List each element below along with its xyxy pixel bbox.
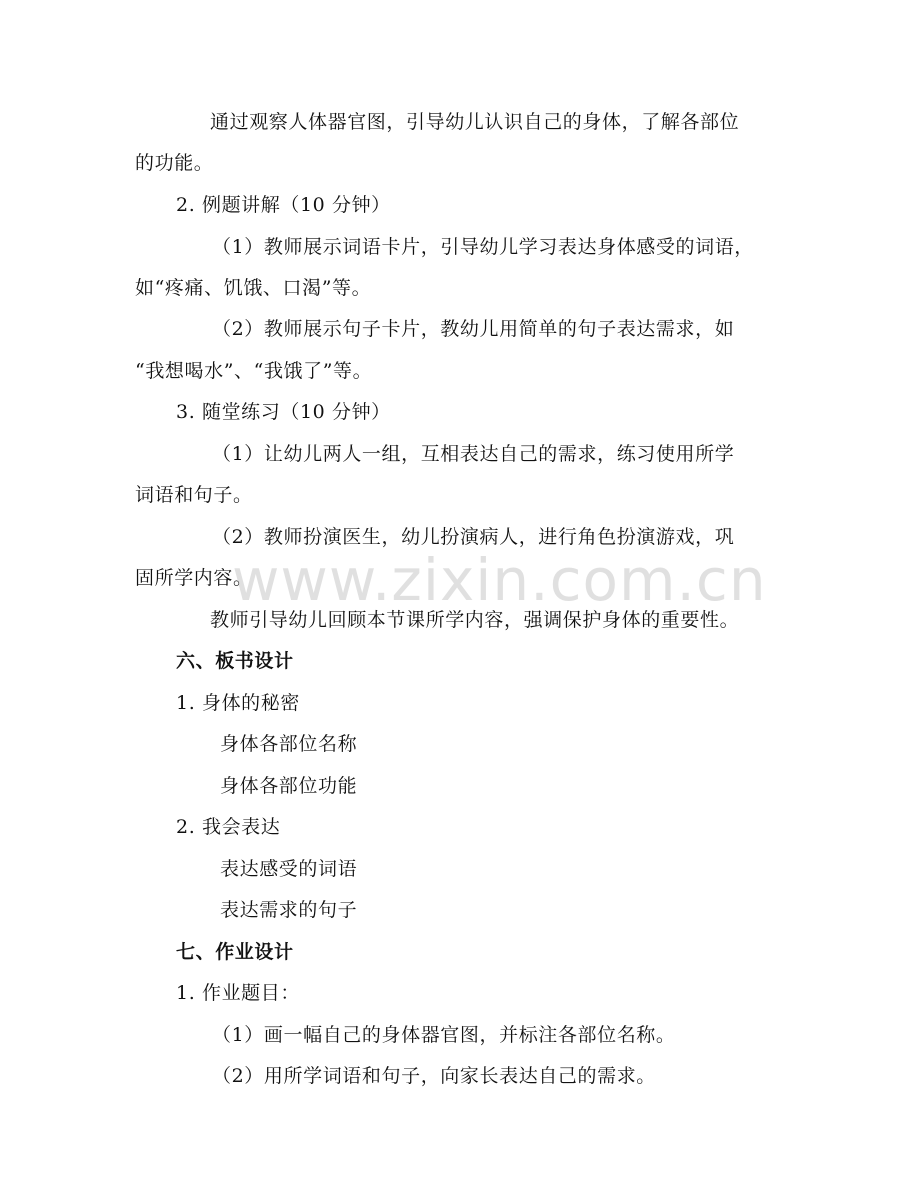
paragraph-line: （1）画一幅自己的身体器官图，并标注各部位名称。 (212, 1024, 676, 1046)
paragraph-line: （1）教师展示词语卡片，引导幼儿学习表达身体感受的词语， (212, 236, 754, 258)
paragraph-line: 固所学内容。 (135, 567, 253, 589)
list-subitem: 身体各部位名称 (220, 733, 358, 755)
list-subitem: 表达感受的词语 (220, 858, 358, 880)
paragraph-line: 通过观察人体器官图，引导幼儿认识自己的身体，了解各部位 (210, 111, 740, 133)
section-heading: 六、板书设计 (176, 650, 294, 672)
list-item-heading: 1. 作业题目： (176, 982, 300, 1004)
list-item-heading: 2. 例题讲解（10 分钟） (176, 194, 391, 216)
section-heading: 七、作业设计 (176, 941, 294, 963)
list-item-heading: 1. 身体的秘密 (176, 692, 300, 714)
paragraph-line: 词语和句子。 (135, 484, 253, 506)
paragraph-line: （2）用所学词语和句子，向家长表达自己的需求。 (212, 1065, 656, 1087)
list-subitem: 表达需求的句子 (220, 899, 358, 921)
paragraph-line: 如“疼痛、饥饿、口渴”等。 (135, 277, 372, 299)
list-item-heading: 2. 我会表达 (176, 816, 281, 838)
watermark: www.zixin.com.cn (232, 546, 767, 614)
list-subitem: 身体各部位功能 (220, 775, 358, 797)
paragraph-line: 教师引导幼儿回顾本节课所学内容，强调保护身体的重要性。 (210, 609, 740, 631)
list-item-heading: 3. 随堂练习（10 分钟） (176, 401, 391, 423)
paragraph-line: （2）教师扮演医生，幼儿扮演病人，进行角色扮演游戏，巩 (212, 526, 735, 548)
paragraph-line: （2）教师展示句子卡片，教幼儿用简单的句子表达需求，如 (212, 318, 735, 340)
paragraph-line: （1）让幼儿两人一组，互相表达自己的需求，练习使用所学 (212, 443, 735, 465)
paragraph-line: 的功能。 (135, 152, 214, 174)
paragraph-line: “我想喝水”、“我饿了”等。 (135, 360, 373, 382)
